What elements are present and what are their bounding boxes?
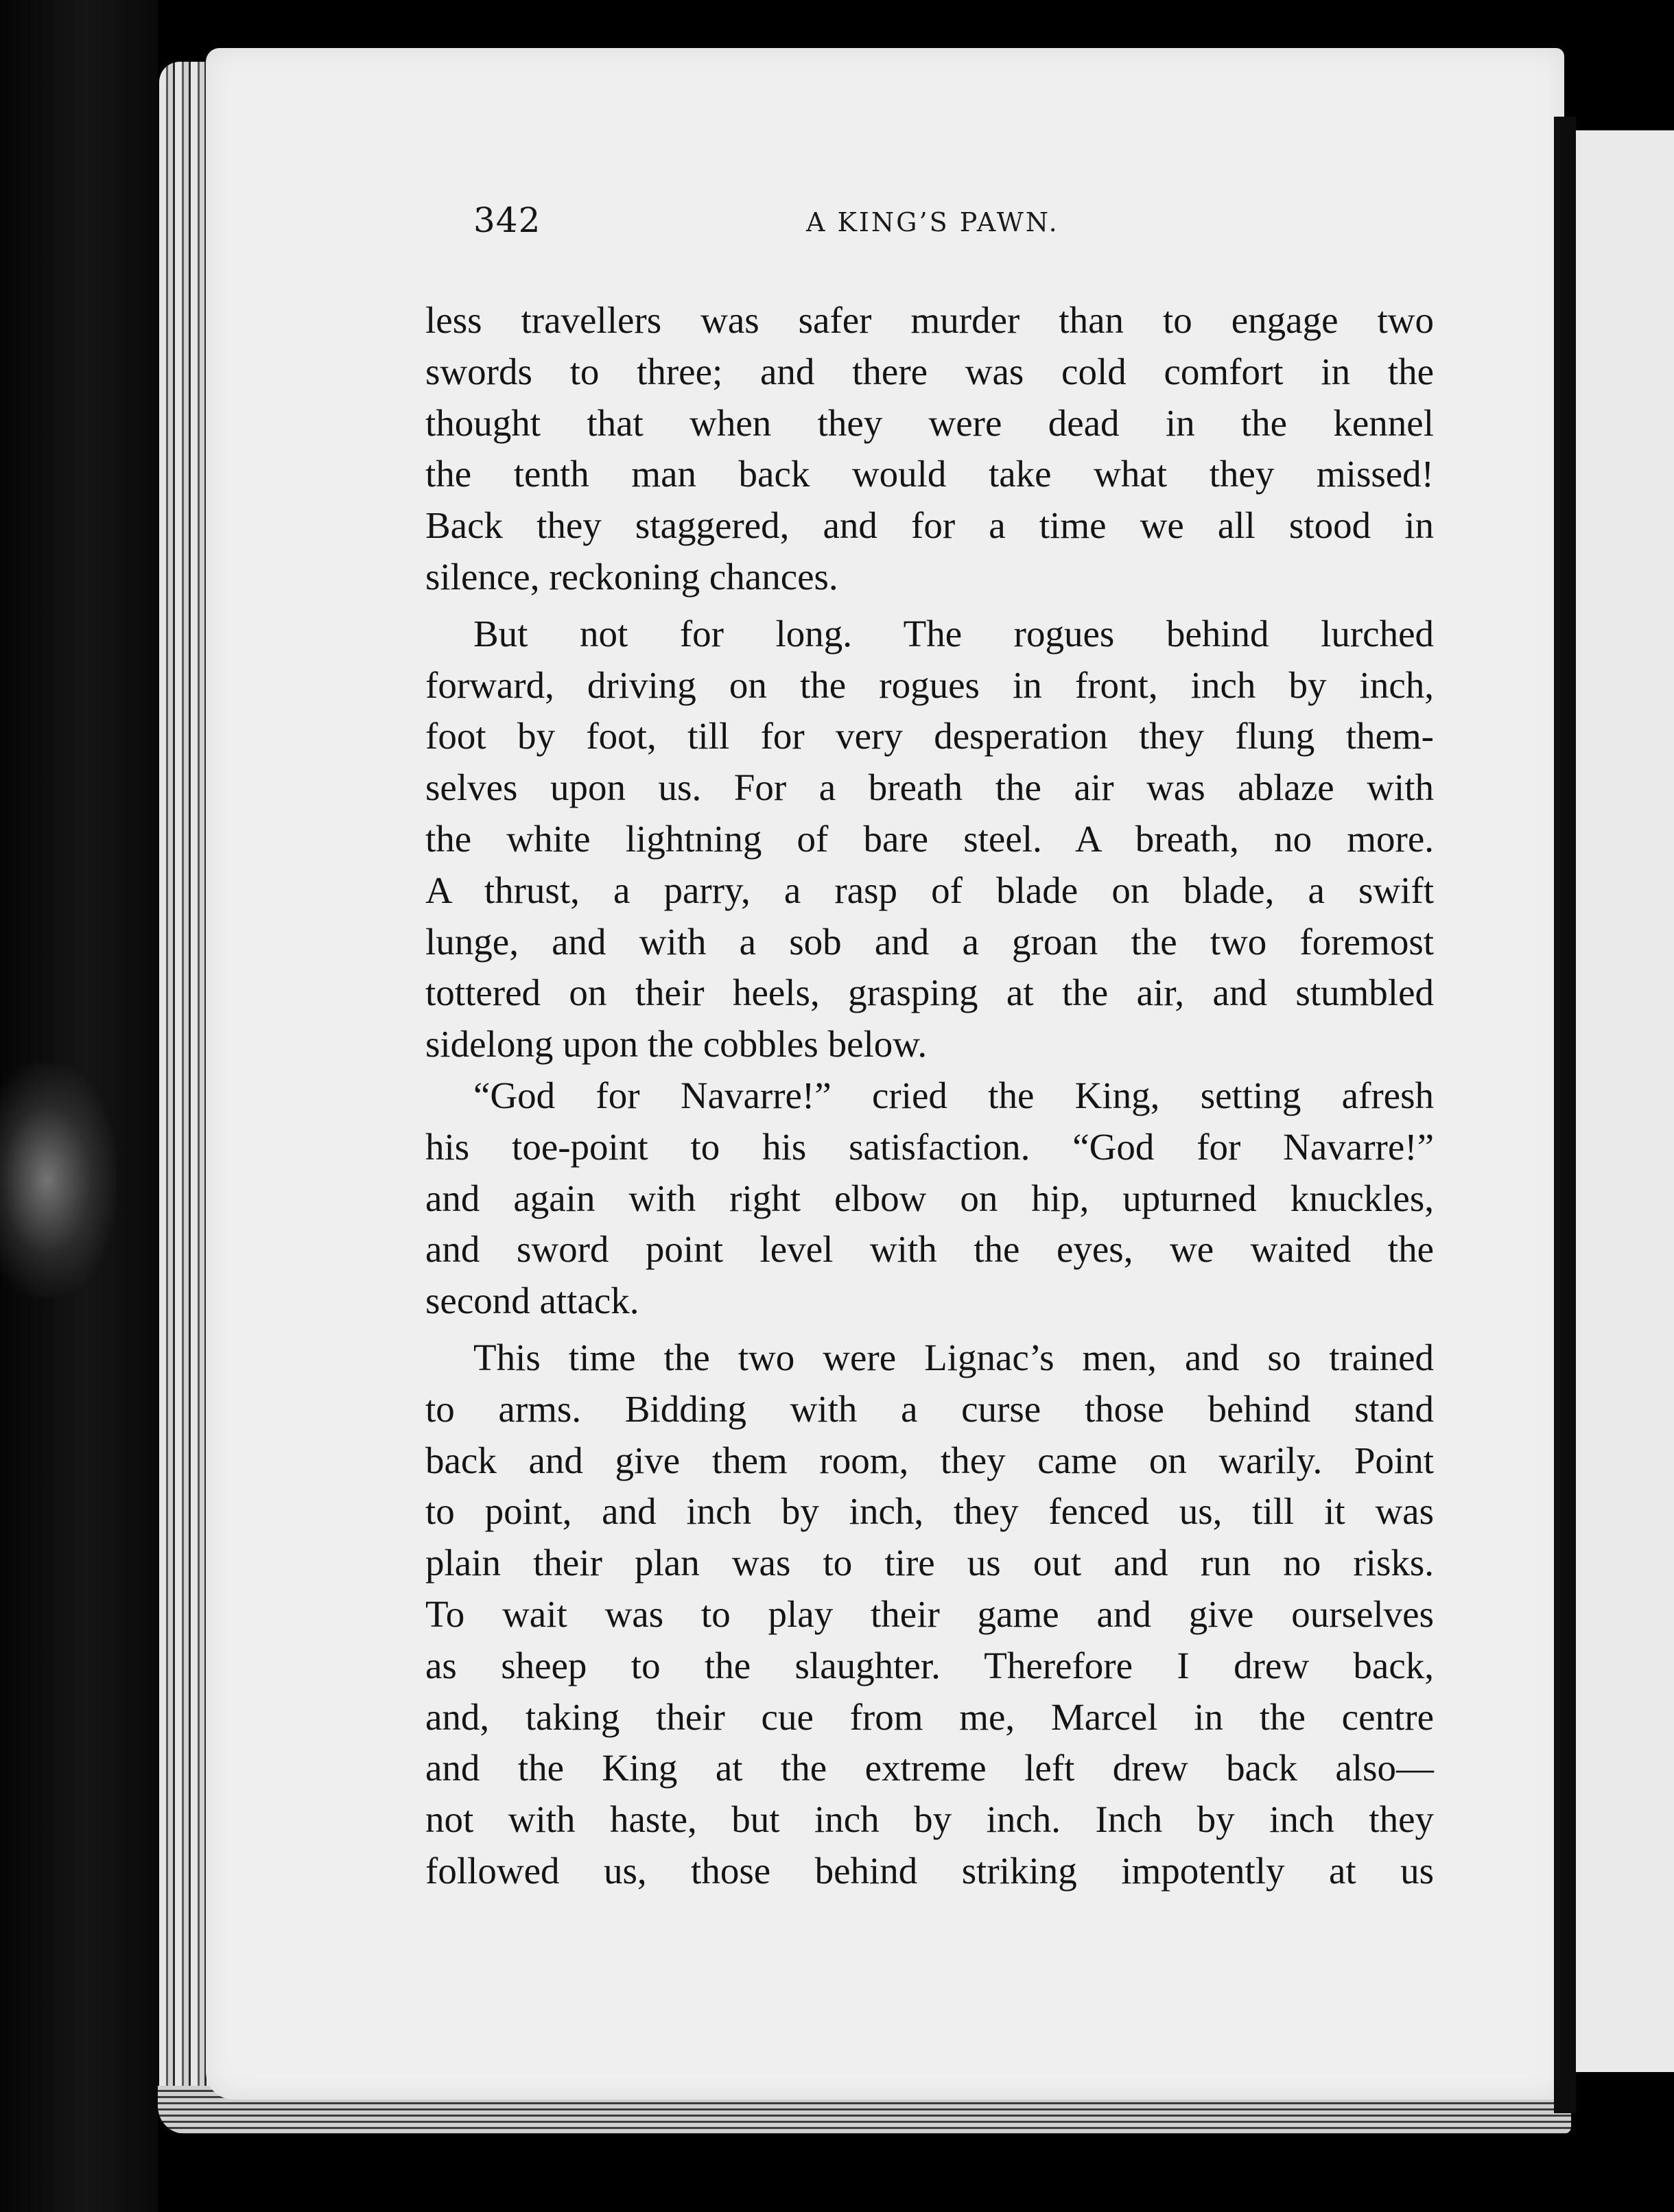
text-line: sidelong upon the cobbles below. [425,1023,928,1066]
text-line: swords to three; and there was cold comfort in the [425,350,1434,392]
text-line: This time the two were Lignac’s men, and so trained [473,1336,1434,1378]
text-line: plain their plan was to tire us out and run no risks. [425,1542,1434,1584]
water-stain [0,1063,117,1297]
text-line: and again with right elbow on hip, upturned knuckles, [425,1177,1434,1219]
text-line: the tenth man back would take what they missed! [425,453,1434,495]
text-line: followed us, those behind striking impotently at us [425,1849,1434,1892]
page-number: 342 [473,200,541,240]
book-gutter [1554,117,1576,2113]
text-line: to arms. Bidding with a curse those behind stand [425,1387,1434,1430]
facing-page-edge [1576,130,1674,2072]
text-line: and sword point level with the eyes, we waited the [425,1228,1434,1271]
text-line: foot by foot, till for very desperation they flung them- [425,715,1434,757]
text-line: second attack. [425,1280,639,1322]
text-line: and, taking their cue from me, Marcel in the centre [425,1695,1434,1738]
text-line: not with haste, but inch by inch. Inch by inch they [425,1798,1434,1841]
text-line: selves upon us. For a breath the air was ablaze with [425,766,1434,809]
text-line: Back they staggered, and for a time we all stood in [425,504,1434,547]
body-text [425,295,1434,1897]
text-line: the white lightning of bare steel. A breath, no more. [425,817,1434,860]
text-line: But not for long. The rogues behind lurched [473,612,1434,655]
text-line: “God for Navarre!” cried the King, setting afresh [473,1074,1434,1116]
text-line: back and give them room, they came on warily. Point [425,1439,1434,1481]
running-title: A KING’S PAWN. [806,207,1059,237]
text-line: less travellers was safer murder than to engage two [425,299,1434,341]
text-line: A thrust, a parry, a rasp of blade on blade, a swift [425,869,1434,911]
running-head [473,200,1475,255]
text-line: forward, driving on the rogues in front, inch by inch, [425,663,1434,706]
text-line: his toe-point to his satisfaction. “God for Navarre!” [425,1125,1434,1168]
text-line: lunge, and with a sob and a groan the two foremost [425,920,1434,963]
text-line: silence, reckoning chances. [425,555,838,598]
text-line: tottered on their heels, grasping at the air, and stumbled [425,972,1434,1014]
text-line: thought that when they were dead in the kennel [425,401,1434,444]
text-line: as sheep to the slaughter. Therefore I drew back, [425,1644,1434,1686]
text-line: to point, and inch by inch, they fenced us, till it was [425,1490,1434,1533]
text-line: To wait was to play their game and give ourselves [425,1592,1434,1635]
text-line: and the King at the extreme left drew back also— [425,1747,1434,1789]
